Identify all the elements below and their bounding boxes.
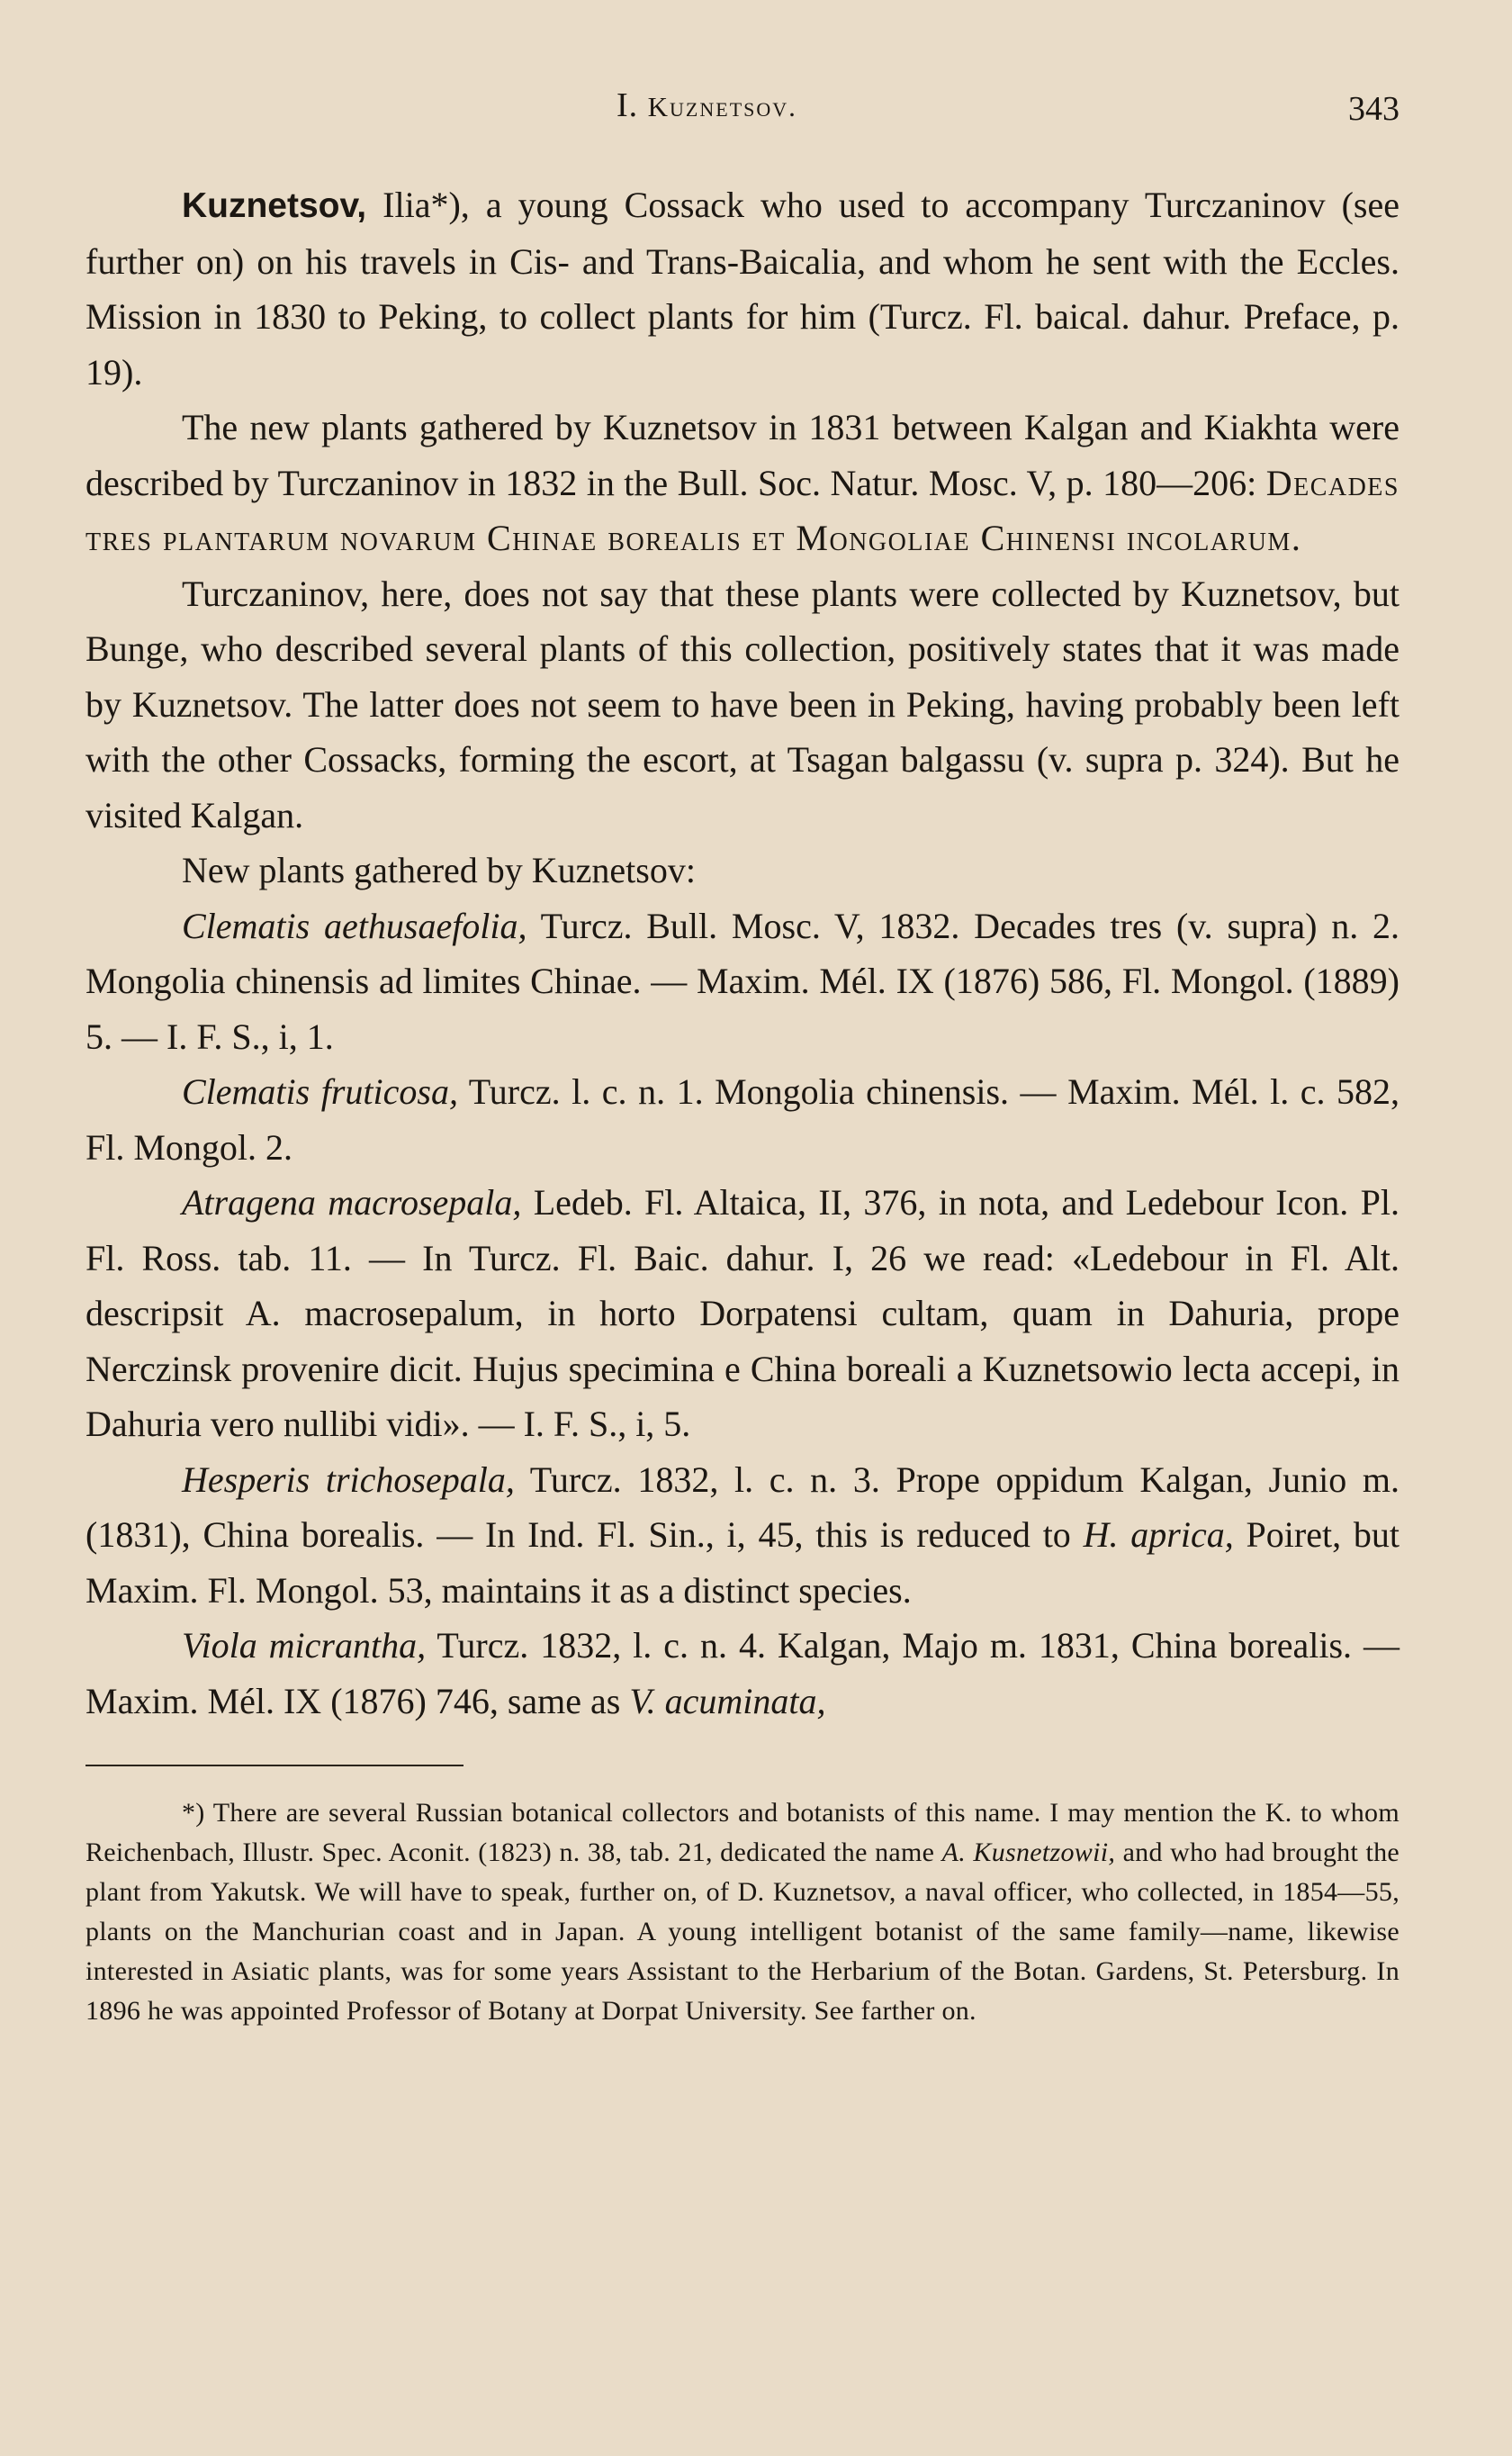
species-name: Hesperis trichosepala, [182, 1458, 515, 1500]
footnote-text-part: and who had brought the plant from Yakutsk. We will have to speak, further on, of D. Kuznetsov, a naval officer, who collected, in 1854—55, plants on the Manchurian coast and in Japan. A young intelligent botanist of the same family—name, likewise interested in Asiatic plants, was for some years Assistant to the Herbarium of the Botan. Gardens, St. Petersburg. In 1896 he was appointed Professor of Botany at Dorpat University. See farther on. [86, 1837, 1400, 2026]
paragraph-text: New plants gathered by Kuznetsov: [182, 850, 696, 890]
species-name: Atragena macrosepala, [182, 1182, 522, 1223]
species-name: Clematis aethusaefolia, [182, 905, 527, 946]
paragraph-kuznetsov-intro [86, 177, 1400, 400]
paragraph-new-plants [86, 400, 1400, 566]
work-title: Decades tres plantarum novarum Chinae borealis et Mongoliae Chinensi incolarum. [86, 462, 1400, 558]
species-name-secondary: H. aprica, [1083, 1514, 1234, 1555]
page-header [86, 86, 1400, 140]
species-entry-clematis-aethusaefolia [86, 898, 1400, 1065]
paragraph-list-intro [86, 843, 1400, 898]
paragraph-text: Turczaninov, here, does not say that these plants were collected by Kuznetsov, but Bunge, who described several plants of this collection, positively states that it was made by Kuznetsov. The latter does not seem to have been in Peking, having probably been left with the other Cossacks, forming the escort, at Tsagan balgassu (v. supra p. 324). But he visited Kalgan. [86, 573, 1400, 835]
entry-heading: Kuznetsov, [182, 186, 367, 225]
species-text: Turcz. 1832, l. c. n. 3. Prope oppidum Kalgan, Junio m. (1831), China borealis. — In Ind. Fl. Sin., i, 45, this is reduced to [86, 1458, 1400, 1555]
main-text [86, 177, 1400, 1729]
page-number: 343 [1348, 90, 1400, 128]
paragraph-text: Ilia*), a young Cossack who used to accompany Turczaninov (see further on) on his travels in Cis- and Trans-Baicalia, and whom he sent with the Eccles. Mission in 1830 to Peking, to collect plants for him (Turcz. Fl. baical. dahur. Preface, p. 19). [86, 185, 1400, 393]
footnote-text [86, 1793, 1400, 2031]
paragraph-text: The new plants gathered by Kuznetsov in 1831 between Kalgan and Kiakhta were described by Turczaninov in 1832 in the Bull. Soc. Natur. Mosc. V, p. 180—206: [86, 407, 1400, 503]
species-text: Poiret, but Maxim. Fl. Mongol. 53, maintains it as a distinct species. [86, 1514, 1400, 1611]
species-entry-atragena-macrosepala [86, 1175, 1400, 1452]
footnote-text-part: *) There are several Russian botanical collectors and botanists of this name. I may mention the K. to whom Reichenbach, Illustr. Spec. Aconit. (1823) n. 38, tab. 21, dedicated the name [86, 1798, 1400, 1867]
running-head [616, 86, 797, 125]
running-head-name: Kuznetsov. [647, 91, 797, 122]
species-text: Turcz. 1832, l. c. n. 4. Kalgan, Majo m. 1831, China borealis. — Maxim. Mél. IX (1876) 746, same as [86, 1625, 1400, 1721]
paragraph-turczaninov [86, 566, 1400, 844]
species-name-secondary: V. acuminata, [629, 1680, 826, 1721]
species-name: Clematis fruticosa, [182, 1071, 458, 1112]
species-text: Ledeb. Fl. Altaica, II, 376, in nota, and Ledebour Icon. Pl. Fl. Ross. tab. 11. — In Turcz. Fl. Baic. dahur. I, 26 we read: «Ledebour in Fl. Alt. descripsit A. macrosepalum, in horto Dorpatensi cultam, quam in Dahuria, prope Nerczinsk provenire dicit. Hujus specimina e China boreali a Kuznetsowio lecta accepi, in Dahuria vero nullibi vidi». — I. F. S., i, 5. [86, 1182, 1400, 1444]
footnote-rule [86, 1765, 464, 1766]
species-entry-viola-micrantha [86, 1618, 1400, 1729]
running-head-initial: I. [616, 86, 639, 124]
species-entry-clematis-fruticosa [86, 1064, 1400, 1175]
species-entry-hesperis-trichosepala [86, 1452, 1400, 1619]
footnote-species-name: A. Kusnetzowii, [941, 1837, 1116, 1867]
footnote [86, 1793, 1400, 2031]
species-text: Turcz. l. c. n. 1. Mongolia chinensis. — Maxim. Mél. l. c. 582, Fl. Mongol. 2. [86, 1071, 1400, 1168]
species-text: Turcz. Bull. Mosc. V, 1832. Decades tres (v. supra) n. 2. Mongolia chinensis ad limites Chinae. — Maxim. Mél. IX (1876) 586, Fl. Mongol. (1889) 5. — I. F. S., i, 1. [86, 905, 1400, 1057]
book-page [86, 86, 1400, 2031]
species-name: Viola micrantha, [182, 1625, 427, 1666]
